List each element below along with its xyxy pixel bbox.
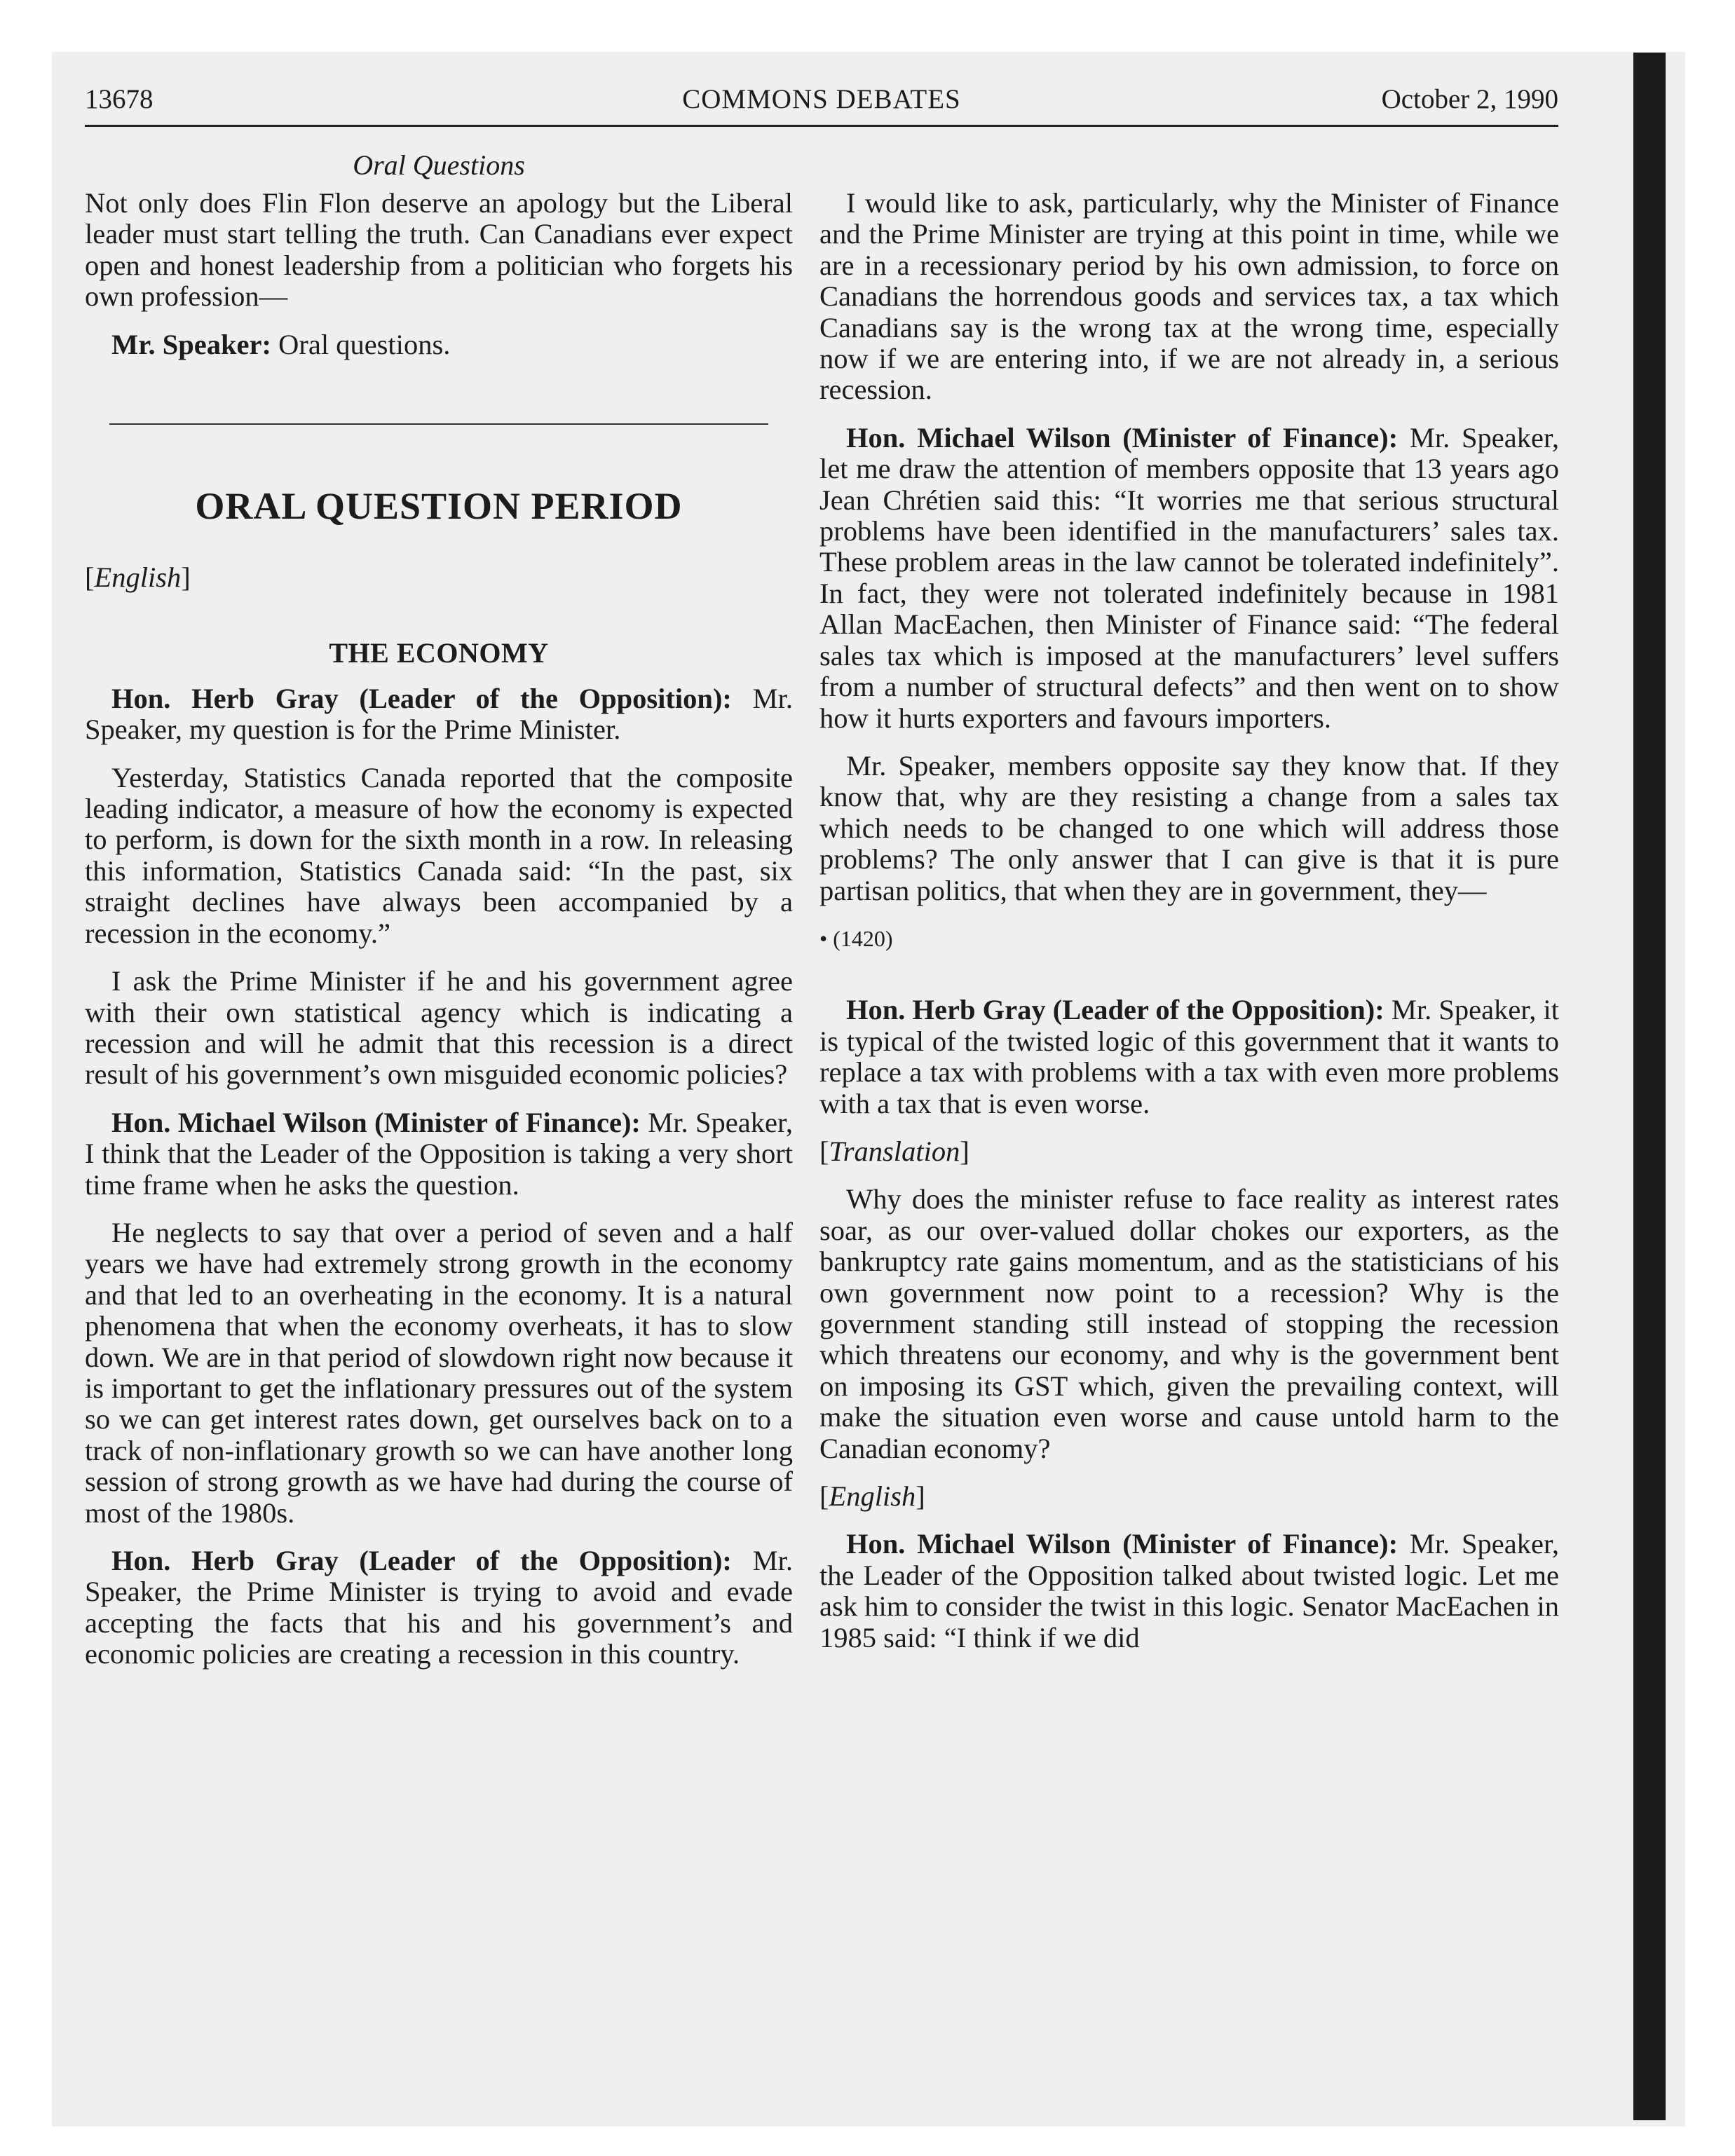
scan-edge-shadow bbox=[1633, 53, 1666, 2120]
paragraph: Yesterday, Statistics Canada reported that the composite leading indicator, a measure of how the economy is expected to perform, is down for the sixth month in a row. In releasing this information, Statistics Canada said: “In the past, six straight declines have always been accompanied by a recession in the economy.” bbox=[85, 761, 793, 949]
speech-text: Mr. Speaker, it is typical of the twisted logic of this government that it wants to replace a tax with problems with a tax with even more problems with a tax that is even worse. bbox=[819, 994, 1559, 1119]
language-tag-text: English bbox=[829, 1480, 916, 1513]
main-heading: ORAL QUESTION PERIOD bbox=[195, 485, 683, 528]
paragraph: Not only does Flin Flon deserve an apology but the Liberal leader must start telling the truth. Can Canadians ever expect open and honest leadership from a politician who forgets his own profession— bbox=[85, 187, 793, 313]
left-column bbox=[85, 188, 793, 1687]
language-tag-text: English bbox=[94, 561, 182, 594]
paragraph: Mr. Speaker, members opposite say they know that. If they know that, why are they resisting a change from a sales tax which needs to be changed to one which will address those problems? The only answer that I can give is that it is pure partisan politics, that when they are in government, they— bbox=[819, 749, 1559, 906]
speaker-name: Hon. Michael Wilson (Minister of Finance): bbox=[111, 1106, 641, 1138]
language-tag: [English] bbox=[819, 1480, 925, 1513]
speech bbox=[85, 1107, 793, 1201]
header-rule bbox=[85, 125, 1558, 127]
paragraph: I would like to ask, particularly, why the Minister of Finance and the Prime Minister are trying at this point in time, while we are in a recessionary period by his own admission, to force on Canadians the horrendous goods and services tax, a tax which Canadians say is the wrong tax at the wrong time, especially now if we are entering into, if we are not already in, a serious recession. bbox=[819, 187, 1559, 406]
speech bbox=[85, 329, 793, 360]
speech bbox=[85, 683, 793, 746]
speech-text: Oral questions. bbox=[271, 328, 451, 360]
subheading: THE ECONOMY bbox=[329, 637, 549, 669]
speech bbox=[819, 995, 1559, 1119]
speaker-name: Mr. Speaker: bbox=[111, 328, 271, 360]
speech-text: Mr. Speaker, my question is for the Prime Minister. bbox=[85, 682, 794, 746]
speech-text: Mr. Speaker, let me draw the attention of members opposite that 13 years ago Jean Chrétien said this: “It worries me that serious structural problems have been identified in the manufacturers’ sales tax. These problem areas in the law cannot be tolerated indefinitely”. In fact, they were not tolerated indefinitely because in 1981 Allan MacEachen, then Minister of Finance said: “The federal sales tax which is imposed at the manufacturers’ level suffers from a number of structural defects” and then went on to show how it hurts exporters and favours importers. bbox=[819, 421, 1559, 734]
speech bbox=[819, 1529, 1559, 1653]
running-header bbox=[85, 79, 1558, 121]
speaker-name: Hon. Michael Wilson (Minister of Finance): bbox=[846, 421, 1399, 453]
right-column bbox=[819, 188, 1559, 1670]
speech-text: Mr. Speaker, the Leader of the Opposition talked about twisted logic. Let me ask him to consider the twist in this logic. Senator MacEachen in 1985 said: “I think if we did bbox=[819, 1528, 1559, 1653]
time-marker: • (1420) bbox=[819, 925, 893, 951]
section-title: Oral Questions bbox=[353, 149, 525, 181]
language-tag-text: Translation bbox=[829, 1135, 960, 1167]
speech-text: Mr. Speaker, the Prime Minister is trying to avoid and evade accepting the facts that his and his government’s and economic policies are creating a recession in this country. bbox=[85, 1545, 794, 1670]
publication-date: October 2, 1990 bbox=[1381, 84, 1558, 114]
paragraph: Why does the minister refuse to face reality as interest rates soar, as our over-valued dollar chokes our exporters, as the bankruptcy rate gains momentum, and as the statisticians of his own government now point to a recession? Why is the government standing still instead of stopping the recession which threatens our economy, and why is the government bent on imposing its GST which, given the prevailing context, will make the situation even worse and cause untold harm to the Canadian economy? bbox=[819, 1183, 1559, 1464]
language-tag: [Translation] bbox=[819, 1135, 969, 1167]
speaker-name: Hon. Herb Gray (Leader of the Opposition): bbox=[111, 1545, 732, 1576]
speech bbox=[819, 423, 1559, 734]
speaker-name: Hon. Michael Wilson (Minister of Finance): bbox=[846, 1528, 1399, 1560]
speaker-name: Hon. Herb Gray (Leader of the Opposition): bbox=[846, 994, 1384, 1026]
paragraph: I ask the Prime Minister if he and his government agree with their own statistical agency which is indicating a recession and will he admit that this recession is a direct result of his government’s own misguided economic policies? bbox=[85, 965, 793, 1091]
paragraph: He neglects to say that over a period of seven and a half years we have had extremely strong growth in the economy and that led to an overheating in the economy. It is a natural phenomena that when the economy overheats, it has to slow down. We are in that period of slowdown right now because it is important to get the inflationary pressures out of the system so we can get interest rates down, get ourselves back on to a track of non-inflationary growth so we can have another long session of strong growth as we have had during the course of most of the 1980s. bbox=[85, 1216, 793, 1529]
language-tag: [English] bbox=[85, 561, 191, 594]
speech-text: Mr. Speaker, I think that the Leader of the Opposition is taking a very short time frame when he asks the question. bbox=[85, 1106, 793, 1201]
speech bbox=[85, 1546, 793, 1670]
speaker-name: Hon. Herb Gray (Leader of the Opposition): bbox=[111, 682, 732, 714]
section-divider bbox=[109, 423, 768, 425]
publication-title: COMMONS DEBATES bbox=[682, 84, 961, 114]
page-number: 13678 bbox=[85, 84, 154, 114]
